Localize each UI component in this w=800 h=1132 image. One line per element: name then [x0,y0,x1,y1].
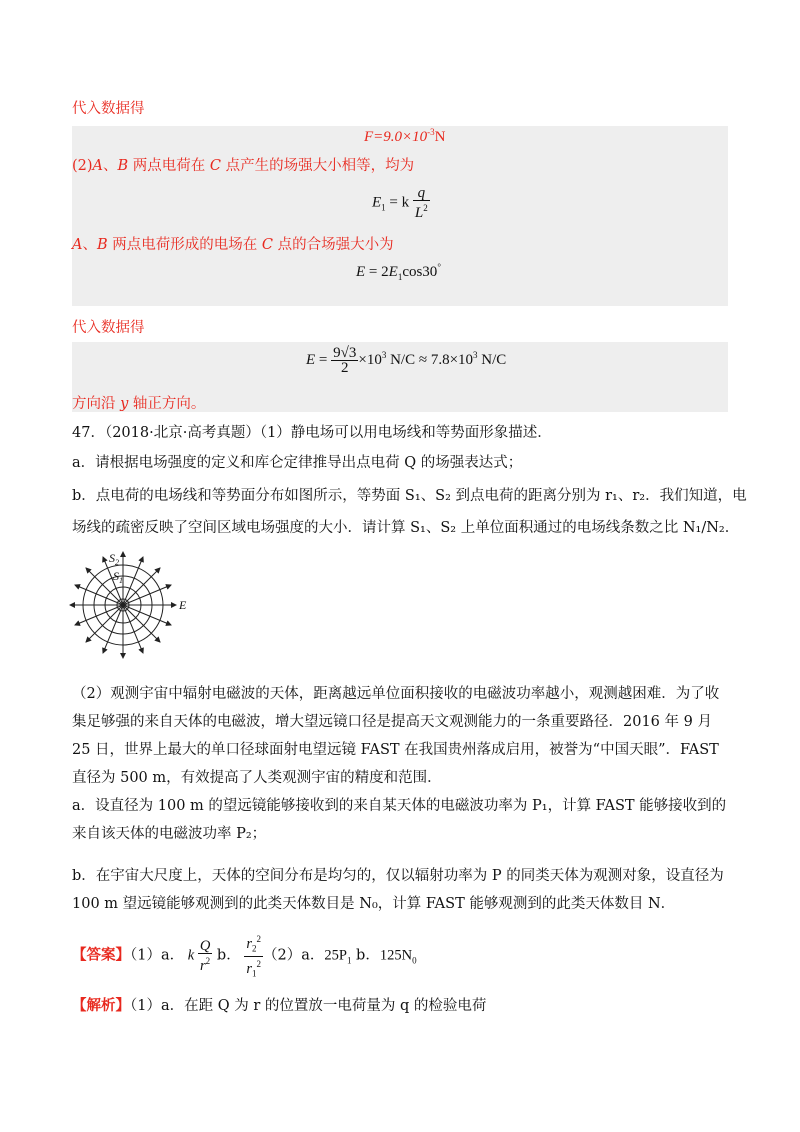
answer-den-sub: 1 [251,968,257,979]
answer-k: k [187,947,195,964]
part2-mid: 两点电荷在 [128,158,210,174]
q47-part-a: a．请根据电场强度的定义和库仑定律推导出点电荷 Q 的场强表达式； [72,455,523,471]
answer-num: r [246,935,252,952]
answer-b2-val: 125N [379,947,413,964]
eq-final-rest: ×10 [358,351,382,368]
eq-F-exp: -3 [427,127,435,137]
q47-part2-intro: （2）观测宇宙中辐射电磁波的天体，距离越远单位面积接收的电磁波功率越小，观测越困难．为了收集足够强的来自天体的电磁波，增大望远镜口径是提高天文观测能力的一条重要路径．2016 年 9 月 25 日，世界上最大的单口径球面射电望远镜 FAST 在我国贵州落成启用，被誉为“中国天眼”．FAST 直径为 500 m，有效提高了人类观测宇宙的精度和范围． [72,686,720,786]
answer-p2: （2）a． [262,947,325,964]
eq-E1-k: = k [389,194,410,211]
analysis-tag: 【解析】 [72,998,130,1014]
equation-final-E [306,346,506,375]
eq-E1-sub: 1 [381,202,386,213]
answer-line [72,932,417,980]
eq-E1-den-exp: 2 [423,203,428,213]
direction-pre: 方向沿 [72,396,121,412]
q47-part2-a: a．设直径为 100 m 的望远镜能够接收到的来自某天体的电磁波功率为 P₁，计算 FAST 能够接收到的来自该天体的电磁波功率 P₂； [72,798,727,842]
fig-label-E: E [179,598,187,612]
answer-den: r [246,960,252,977]
q47-part2-b: b．在宇宙大尺度上，天体的空间分布是均匀的，仅以辐射功率为 P 的同类天体为观测对象，设直径为 100 m 望远镜能够观测到的此类天体数目是 N₀，计算 FAST 能够观测到的此类天体数目 N． [72,868,724,912]
part2-sep: 、 [103,158,118,174]
equation-E [356,262,441,282]
eq-E1-num: q [413,186,430,201]
eq-E-sub: 1 [397,272,403,282]
eq-E1-den: L [414,205,424,221]
analysis-line [72,996,486,1016]
answer-b: b． [212,947,241,964]
combine-statement [72,235,394,255]
field-lines [70,552,176,658]
part2-B: B [117,158,129,174]
eq-E-E1: E [388,264,398,280]
combine-A: A [72,237,83,253]
combine-mid: 两点电荷形成的电场在 [107,237,262,253]
analysis-text: （1）a．在距 Q 为 r 的位置放一电荷量为 q 的检验电荷 [130,998,487,1014]
eq-final-eq: = [315,351,332,368]
q47-part-b-line1: b．点电荷的电场线和等势面分布如图所示，等势面 S₁、S₂ 到点电荷的距离分别为 r₁、r₂．我们知道，电 [72,488,747,504]
direction-post: 轴正方向。 [128,396,206,412]
direction-statement [72,394,205,414]
eq-E1-left: E [372,194,382,211]
answer-num-sub: 2 [251,943,257,954]
eq-final-exp2: 3 [473,349,478,360]
equation-force [364,127,446,146]
eq-final-mid: N/C ≈ 7.8×10 [386,351,474,368]
eq-final-den: 2 [341,360,349,376]
part2-tail: 点产生的场强大小相等，均为 [221,158,415,174]
part2-statement [72,156,414,176]
part2-A: A [92,158,104,174]
equation-E1 [372,186,430,220]
combine-sep: 、 [82,237,97,253]
eq-final-exp1: 3 [381,349,387,360]
combine-B: B [96,237,108,253]
sub-in-label-1: 代入数据得 [72,101,145,117]
eq-E1-fraction [413,186,430,220]
direction-y: y [120,396,129,412]
answer-a2: 25P [324,947,347,964]
answer-Q: Q [199,938,211,955]
eq-F-unit: N [434,129,446,145]
answer-a2-sub: 1 [346,955,352,966]
eq-E-deg: ° [437,262,441,272]
eq-final-num: 9√3 [333,345,357,361]
answer-p1: （1）a． [130,947,185,964]
field-lines-figure [66,548,206,663]
fig-label-S1: $S_1$ [113,569,123,585]
part2-prefix: (2) [72,158,93,174]
answer-den-exp: 2 [256,958,261,969]
eq-E-left: E [356,264,366,280]
answer-r-exp: 2 [205,956,211,967]
eq-final-fraction [331,346,358,375]
answer-frac-1 [198,939,212,973]
answer-tag: 【答案】 [72,947,130,964]
answer-b2-sub: 0 [412,955,417,966]
eq-final-left: E [306,351,316,368]
part2-C: C [209,158,222,174]
fig-label-S2: $S_2$ [109,551,119,567]
answer-r: r [199,958,206,975]
sub-in-label-2: 代入数据得 [72,320,145,336]
q47-part-b-line2: 场线的疏密反映了空间区域电场强度的大小．请计算 S₁、S₂ 上单位面积通过的电场线条数之比 N₁/N₂． [72,520,740,536]
combine-tail: 点的合场强大小为 [272,237,394,253]
answer-b2: b． [351,947,380,964]
eq-F-text: F=9.0×10 [364,129,428,145]
answer-frac-2 [244,932,263,980]
eq-final-unit: N/C [477,351,507,368]
answer-num-exp: 2 [256,934,261,944]
combine-C: C [261,237,273,253]
eq-E-mid: = 2 [365,264,389,280]
q47-heading: 47．（2018·北京·高考真题）（1）静电场可以用电场线和等势面形象描述． [72,425,552,441]
eq-E-cos: cos30 [402,264,438,280]
